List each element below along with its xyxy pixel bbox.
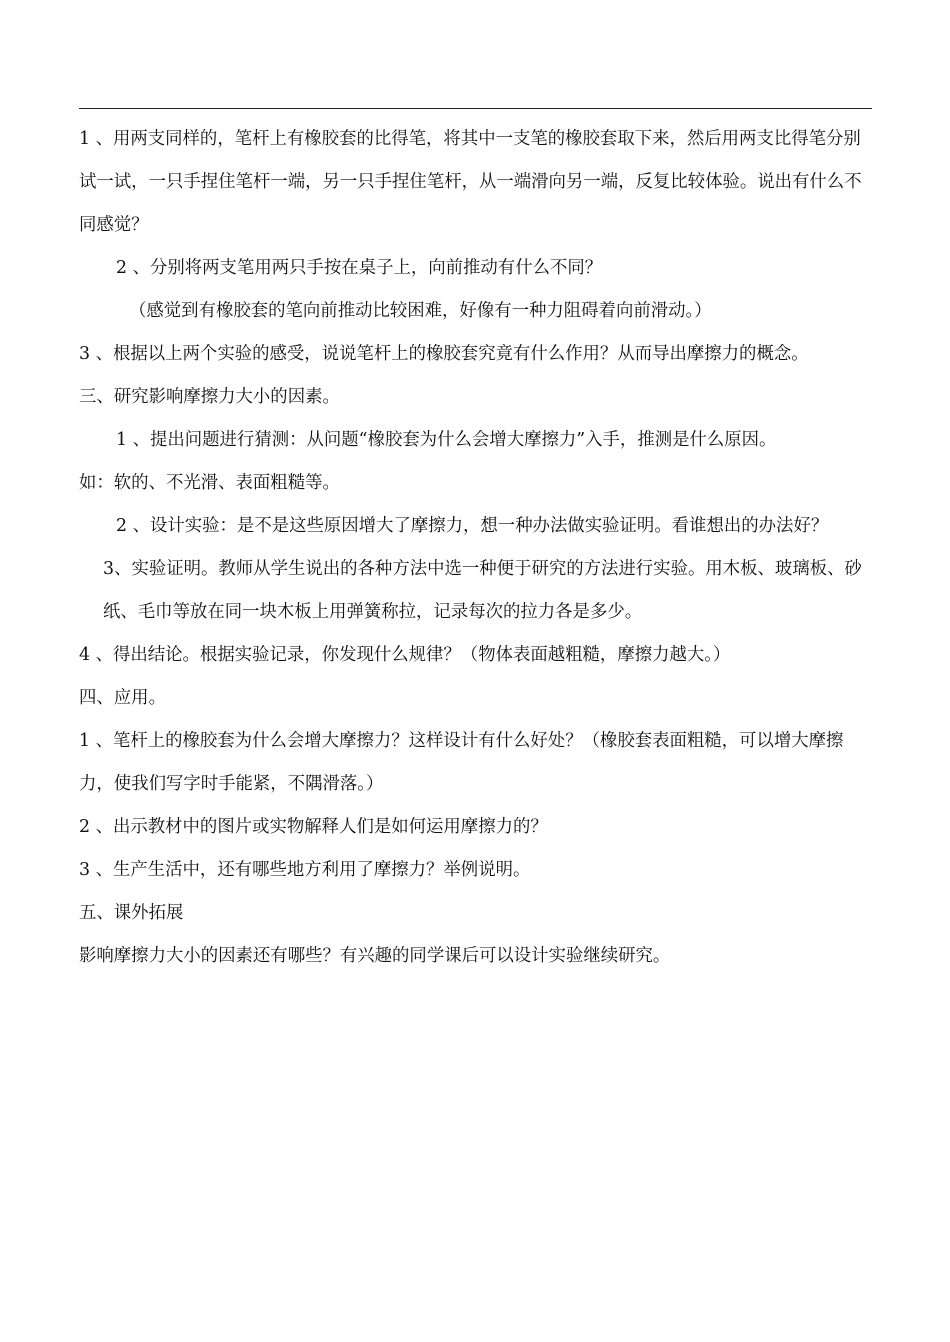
paragraph-guess: 1 、提出问题进行猜测：从问题“橡胶套为什么会增大摩擦力”入手，推测是什么原因。: [116, 430, 777, 450]
paragraph-experiment: 3、实验证明。教师从学生说出的各种方法中选一种便于研究的方法进行实验。用木板、玻璃板、砂纸、毛巾等放在同一块木板上用弹簧称拉，记录每次的拉力各是多少。: [103, 559, 862, 622]
paragraph-design: 2 、设计实验：是不是这些原因增大了摩擦力，想一种办法做实验证明。看谁想出的办法好？: [116, 516, 829, 536]
paragraph-apply-2: 2 、出示教材中的图片或实物解释人们是如何运用摩擦力的？: [79, 817, 548, 837]
header-rule: [79, 108, 872, 109]
paragraph-feeling-note: （感觉到有橡胶套的笔向前推动比较困难，好像有一种力阻碍着向前滑动。）: [129, 301, 712, 321]
paragraph-extension: 影响摩擦力大小的因素还有哪些？有兴趣的同学课后可以设计实验继续研究。: [79, 946, 671, 966]
section-heading-5: 五、课外拓展: [79, 903, 184, 923]
section-heading-3: 三、研究影响摩擦力大小的因素。: [79, 387, 340, 407]
paragraph-step-2: 2 、分别将两支笔用两只手按在桌子上，向前推动有什么不同？: [116, 258, 603, 278]
paragraph-apply-3: 3 、生产生活中，还有哪些地方利用了摩擦力？举例说明。: [79, 860, 531, 880]
paragraph-apply-1: 1 、笔杆上的橡胶套为什么会增大摩擦力？这样设计有什么好处？（橡胶套表面粗糙，可以增大摩擦力，使我们写字时手能紧，不隅滑落。）: [79, 731, 844, 794]
document-body: [79, 118, 875, 978]
paragraph-step-3: 3 、根据以上两个实验的感受，说说笔杆上的橡胶套究竟有什么作用？从而导出摩擦力的概念。: [79, 344, 809, 364]
section-heading-4: 四、应用。: [79, 688, 166, 708]
paragraph-step-1: 1 、用两支同样的，笔杆上有橡胶套的比得笔，将其中一支笔的橡胶套取下来，然后用两支比得笔分别试一试，一只手捏住笔杆一端，另一只手捏住笔杆，从一端滑向另一端，反复比较体验。说出有什么不同感觉？: [79, 129, 862, 235]
paragraph-conclusion: 4 、得出结论。根据实验记录，你发现什么规律？（物体表面越粗糙，摩擦力越大。）: [79, 645, 731, 665]
paragraph-example: 如：软的、不光滑、表面粗糙等。: [79, 473, 340, 493]
